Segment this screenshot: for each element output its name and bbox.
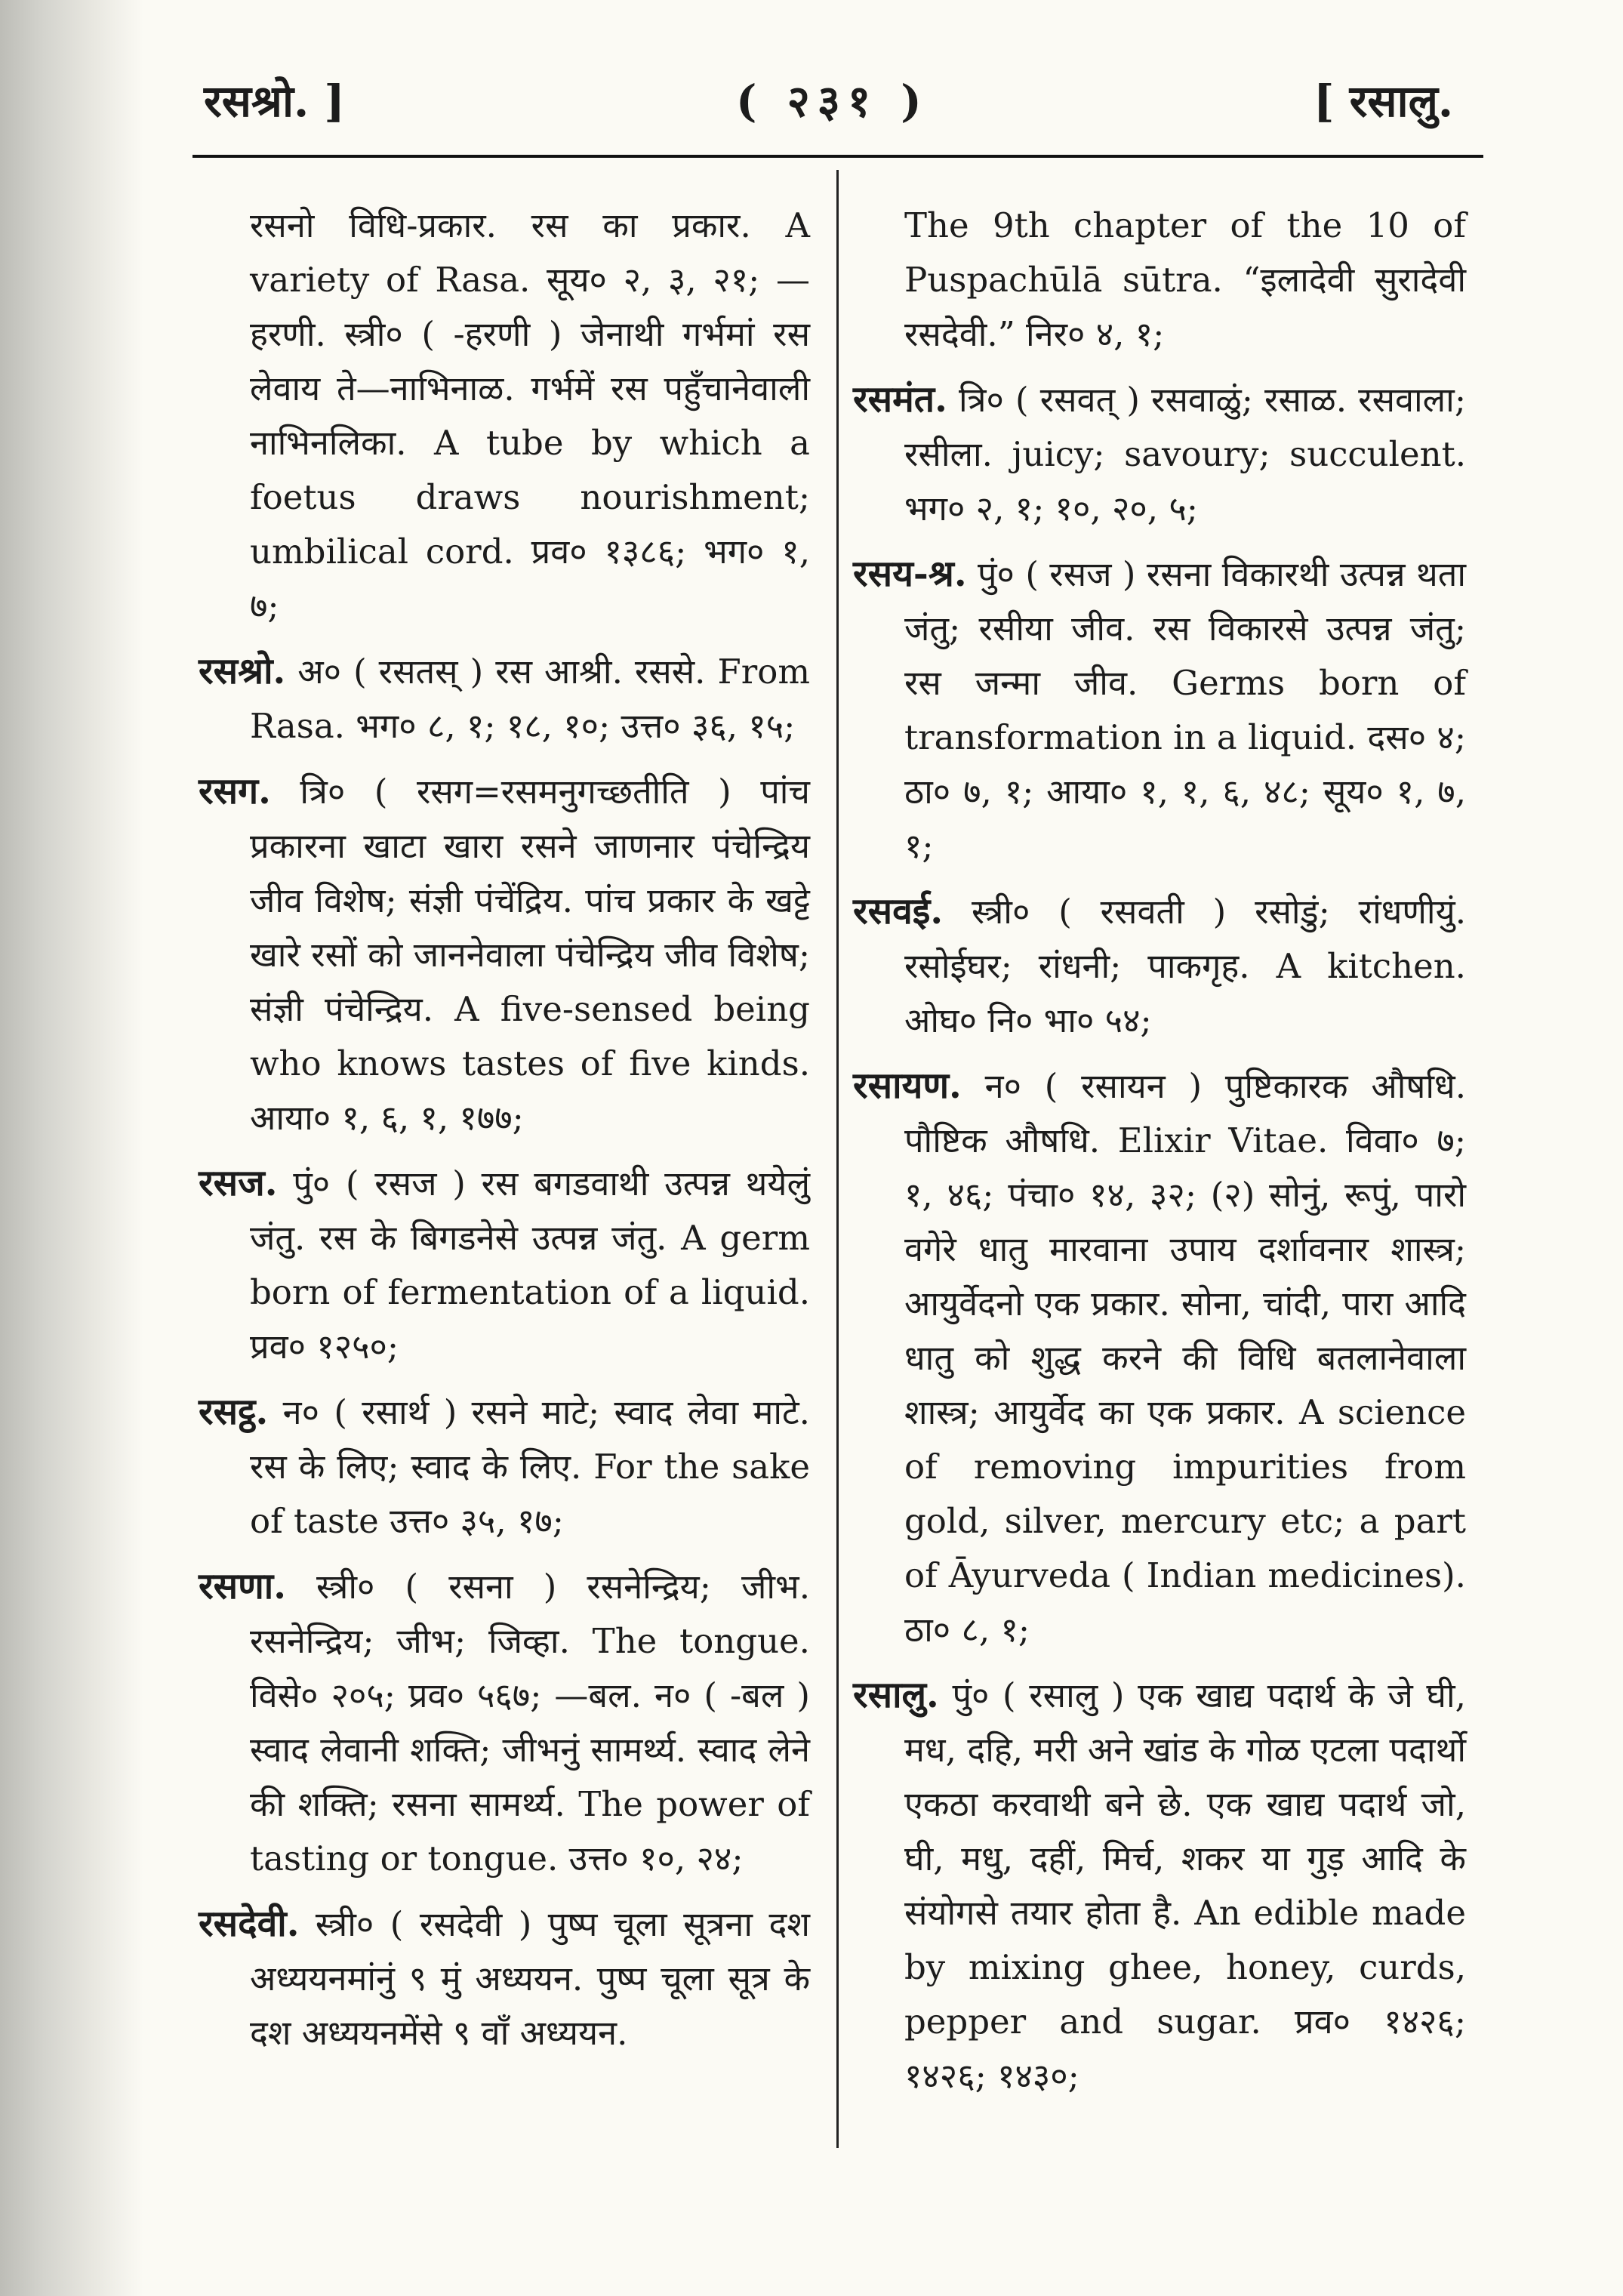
left-column: [199, 198, 810, 2071]
entry-text: न० ( रसायन ) पुष्टिकारक औषधि. पौष्टिक औषधि. Elixir Vitae. विवा० ७; १, ४६; पंचा० १४, ३२; (२) सोनुं, रूपुं, पारो वगेरे धातु मारवाना उपाय दर्शावनार शास्त्र; आयुर्वेदनो एक प्रकार. सोना, चांदी, पारा आदि धातु को शुद्ध करने की विधि बतलानेवाला शास्त्र; आयुर्वेद का एक प्रकार. A science of removing impurities from gold, silver, mercury etc; a part of Āyurveda ( Indian medicines). ठा० ८, १;: [904, 1066, 1466, 1650]
entry-headword: रसग.: [199, 770, 271, 812]
dictionary-entry: [199, 1897, 810, 2060]
entry-text: The 9th chapter of the 10 of Puspachūlā sūtra. “इलादेवी सुरादेवी रसदेवी.” निर० ४, १;: [904, 205, 1466, 354]
running-head-right: [ रसालु.: [1313, 76, 1454, 127]
dictionary-entry: [199, 1156, 810, 1374]
page-binding-shadow: [0, 0, 143, 2296]
entry-headword: रसदेवी.: [199, 1903, 300, 1945]
dictionary-entry: [853, 884, 1466, 1048]
entry-text: न० ( रसार्थ ) रसने माटे; स्वाद लेवा माटे. रस के लिए; स्वाद के लिए. For the sake of taste उत्त० ३५, १७;: [250, 1392, 810, 1541]
dictionary-entry: [199, 198, 810, 633]
entry-headword: रसट्ठ.: [199, 1391, 269, 1433]
running-head-left: रसश्रो. ]: [204, 76, 345, 127]
entry-headword: रसायण.: [853, 1065, 962, 1107]
header-rule: [192, 155, 1483, 158]
entry-headword: रसणा.: [199, 1565, 286, 1607]
entry-text: त्रि० ( रसवत् ) रसवाळुं; रसाळ. रसवाला; रसीला. juicy; savoury; succulent. भग० २, १; १०, २०, ५;: [904, 380, 1466, 529]
page-number: ( २३१ ): [736, 76, 929, 127]
entry-text: त्रि० ( रसग=रसमनुगच्छतीति ) पांच प्रकारना खाटा खारा रसने जाणनार पंचेन्द्रिय जीव विशेष; संज्ञी पंचेंद्रिय. पांच प्रकार के खट्टे खारे रसों को जाननेवाला पंचेन्द्रिय जीव विशेष; संज्ञी पंचेन्द्रिय. A five-sensed being who knows tastes of five kinds. आया० १, ६, १, १७७;: [250, 772, 811, 1138]
dictionary-entry: [199, 1559, 810, 1886]
entry-headword: रसज.: [199, 1162, 278, 1204]
dictionary-entry: [853, 1668, 1466, 2103]
column-divider: [836, 170, 839, 2148]
entry-text: अ० ( रसतस् ) रस आश्री. रससे. From Rasa. भग० ८, १; १८, १०; उत्त० ३६, १५;: [250, 652, 810, 746]
entry-text: स्त्री० ( रसदेवी ) पुष्प चूला सूत्रना दश अध्ययनमांनुं ९ मुं अध्ययन. पुष्प चूला सूत्र के दश अध्ययनमेंसे ९ वाँ अध्ययन.: [250, 1904, 810, 2053]
entry-text: स्त्री० ( रसवती ) रसोडुं; रांधणीयुं. रसोईघर; रांधनी; पाकगृह. A kitchen. ओघ० नि० भा० ५४;: [904, 892, 1466, 1040]
entry-text: पुं० ( रसज ) रसना विकारथी उत्पन्न थता जंतु; रसीया जीव. रस विकारसे उत्पन्न जंतु; रस जन्मा जीव. Germs born of transformation in a liquid. दस० ४; ठा० ७, १; आया० १, १, ६, ४८; सूय० १, ७, १;: [904, 554, 1467, 866]
dictionary-entry: [199, 644, 810, 754]
entry-text: रसनो विधि-प्रकार. रस का प्रकार. A variety of Rasa. सूय० २, ३, २१; —हरणी. स्त्री० ( -हरणी ) जेनाथी गर्भमां रस लेवाय ते—नाभिनाळ. गर्भमें रस पहुँचानेवाली नाभिनलिका. A tube by which a foetus draws nourishment; umbilical cord. प्रव० १३८६; भग० १, ७;: [250, 205, 810, 626]
dictionary-entry: [199, 764, 810, 1145]
entry-headword: रसमंत.: [853, 378, 947, 421]
entry-text: पुं० ( रसज ) रस बगडवाथी उत्पन्न थयेलुं जंतु. रस के बिगडनेसे उत्पन्न जंतु. A germ born of fermentation of a liquid. प्रव० १२५०;: [250, 1163, 810, 1367]
entry-headword: रसवई.: [853, 890, 944, 932]
dictionary-entry: [853, 372, 1466, 536]
dictionary-entry: [853, 198, 1466, 362]
entry-headword: रसय-श्र.: [853, 553, 967, 595]
dictionary-entry: [853, 547, 1466, 874]
entry-text: स्त्री० ( रसना ) रसनेन्द्रिय; जीभ. रसनेन्द्रिय; जीभ; जिव्हा. The tongue. विसे० २०५; प्रव० ५६७; —बल. न० ( -बल ) स्वाद लेवानी शक्ति; जीभनुं सामर्थ्य. स्वाद लेने की शक्ति; रसना सामर्थ्य. The power of tasting or tongue. उत्त० १०, २४;: [250, 1567, 810, 1878]
entry-headword: रसश्रो.: [199, 650, 286, 692]
right-column: [853, 198, 1466, 2114]
dictionary-entry: [853, 1059, 1466, 1657]
dictionary-entry: [199, 1385, 810, 1549]
entry-headword: रसालु.: [853, 1674, 939, 1716]
entry-text: पुं० ( रसालु ) एक खाद्य पदार्थ के जे घी, मध, दहि, मरी अने खांड के गोळ एटला पदार्थो एकठा करवाथी बने छे. एक खाद्य पदार्थ जो, घी, मधु, दहीं, मिर्च, शकर या गुड़ आदि के संयोगसे तयार होता है. An edible made by mixing ghee, honey, curds, pepper and sugar. प्रव० १४२६; १४२६; १४३०;: [904, 1675, 1466, 2096]
